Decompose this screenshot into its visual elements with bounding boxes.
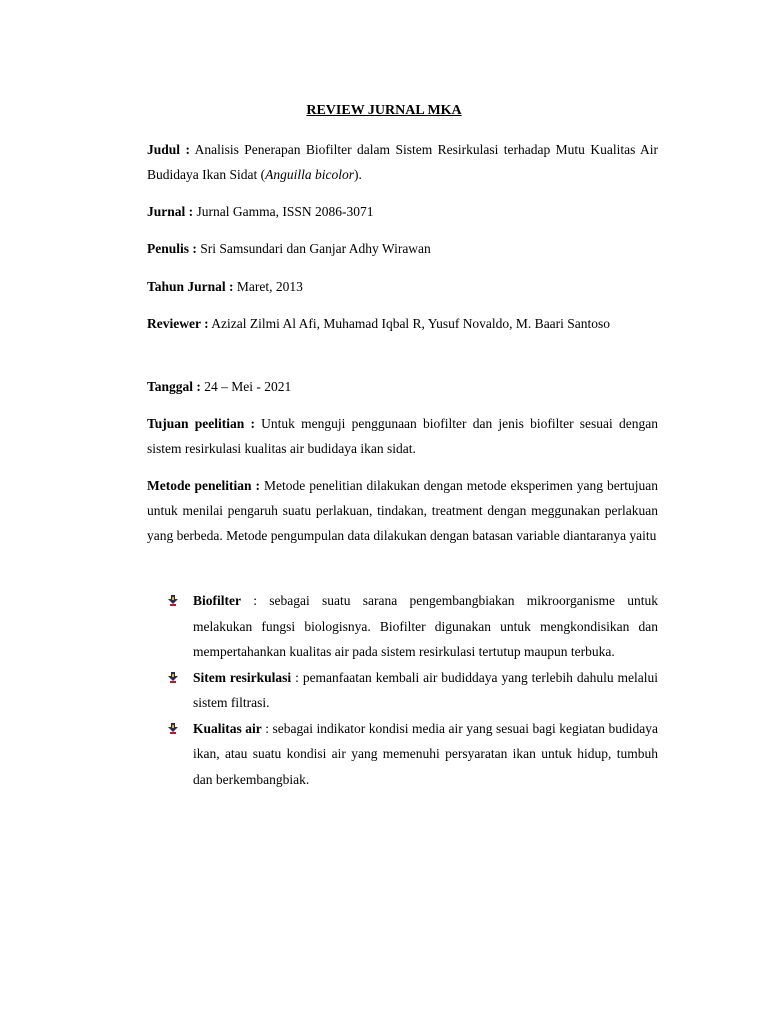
judul-text-b: ). <box>353 167 362 182</box>
document-title: REVIEW JURNAL MKA <box>306 103 462 118</box>
bullet-term: Sitem resirkulasi <box>193 669 292 685</box>
tahun-paragraph <box>147 274 658 299</box>
jurnal-value: Jurnal Gamma, ISSN 2086-3071 <box>193 204 374 219</box>
metode-paragraph <box>147 473 658 548</box>
list-item-biofilter <box>167 588 658 665</box>
arrow-bullet-icon <box>167 594 179 606</box>
reviewer-paragraph <box>147 311 658 336</box>
metode-label: Metode penelitian : <box>147 478 261 493</box>
arrow-bullet-icon <box>167 671 179 683</box>
penulis-label: Penulis : <box>147 241 197 256</box>
list-item-sitem-resirkulasi <box>167 665 658 716</box>
bullet-text: : sebagai indikator kondisi media air yang sesuai bagi kegiatan budidaya ikan, atau suatu kondisi air yang memenuhi persyaratan ikan untuk hidup, tumbuh dan berkembangbiak. <box>193 720 658 787</box>
arrow-bullet-icon <box>167 722 179 734</box>
tahun-value: Maret, 2013 <box>233 279 303 294</box>
judul-paragraph <box>147 137 658 187</box>
bullet-text: : sebagai suatu sarana pengembangbiakan mikroorganisme untuk melakukan fungsi biologisnya. Biofilter digunakan untuk mengkondisikan dan mempertahankan kualitas air pada sistem resirkulasi tertutup maupun terbuka. <box>193 593 658 659</box>
tanggal-value: 24 – Mei - 2021 <box>200 379 292 394</box>
bullet-term: Biofilter <box>193 593 241 608</box>
penulis-paragraph <box>147 236 658 261</box>
tanggal-label: Tanggal : <box>147 379 201 394</box>
tujuan-label: Tujuan peelitian : <box>147 416 255 431</box>
tahun-label: Tahun Jurnal : <box>147 279 234 294</box>
variable-list <box>167 588 658 792</box>
reviewer-label: Reviewer : <box>147 316 209 331</box>
jurnal-label: Jurnal : <box>147 204 194 219</box>
jurnal-paragraph <box>147 199 658 224</box>
penulis-value: Sri Samsundari dan Ganjar Adhy Wirawan <box>196 241 431 256</box>
tanggal-paragraph <box>147 374 658 399</box>
list-item-kualitas-air <box>167 716 658 793</box>
reviewer-value: Azizal Zilmi Al Afi, Muhamad Iqbal R, Yusuf Novaldo, M. Baari Santoso <box>208 316 611 331</box>
tujuan-value: Untuk menguji penggunaan biofilter dan jenis biofilter sesuai dengan sistem resirkulasi kualitas air budidaya ikan sidat. <box>147 416 658 456</box>
tujuan-paragraph <box>147 411 658 461</box>
judul-species: Anguilla bicolor <box>265 167 354 182</box>
judul-text-a: Analisis Penerapan Biofilter dalam Sistem Resirkulasi terhadap Mutu Kualitas Air Budidaya Ikan Sidat ( <box>147 142 658 182</box>
bullet-text: : pemanfaatan kembali air budiddaya yang terlebih dahulu melalui sistem filtrasi. <box>193 669 658 710</box>
bullet-term: Kualitas air <box>193 720 262 736</box>
metode-value: Metode penelitian dilakukan dengan metode eksperimen yang bertujuan untuk menilai pengaruh suatu perlakuan, tindakan, treatment dengan meggunakan perlakuan yang berbeda. Metode pengumpulan data dilakukan dengan batasan variable diantaranya yaitu <box>147 478 658 543</box>
judul-label: Judul : <box>147 142 190 157</box>
